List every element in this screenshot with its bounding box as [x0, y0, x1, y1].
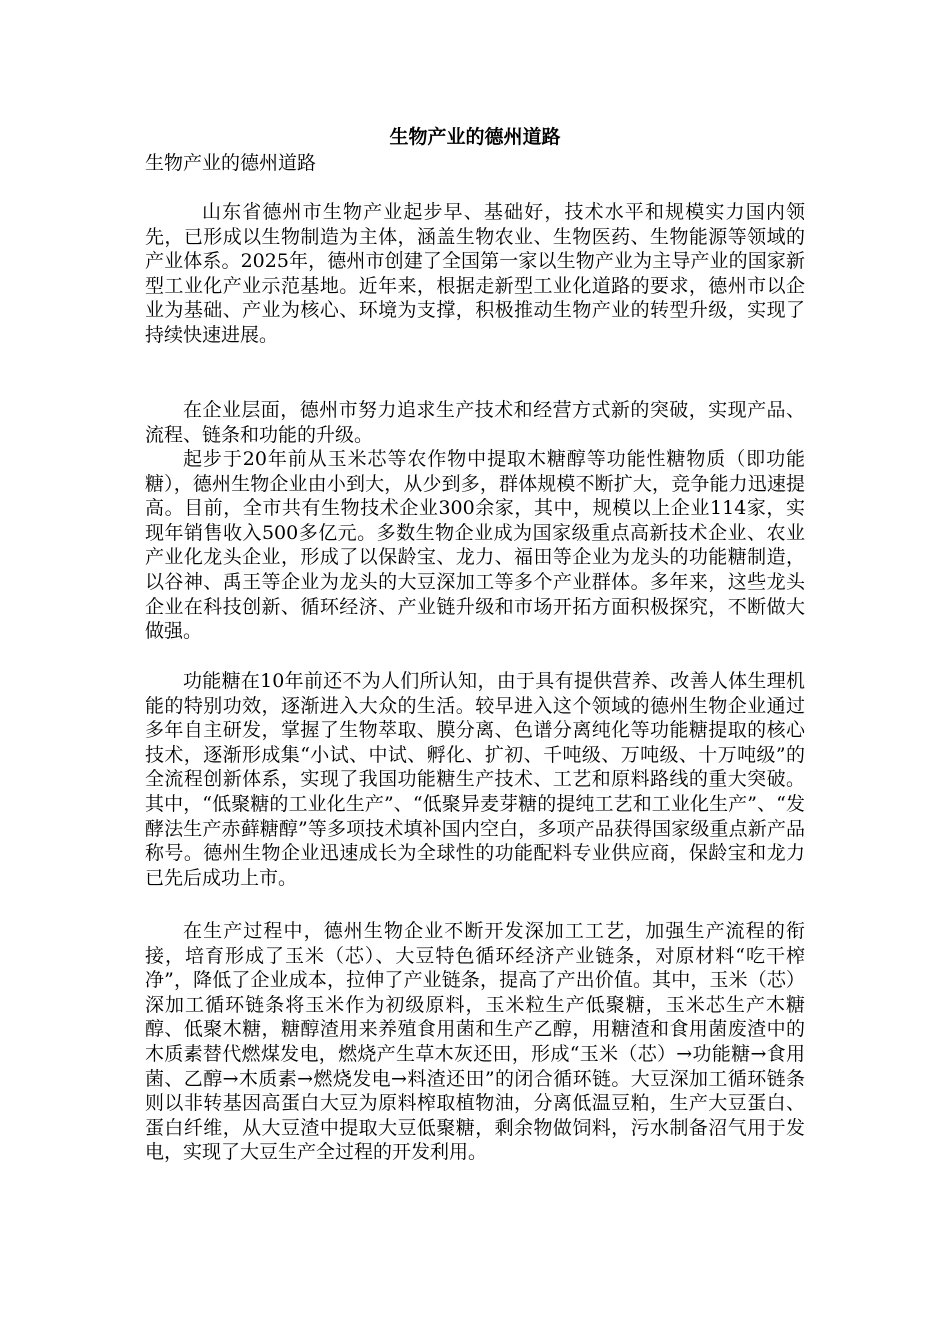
document-title: 生物产业的德州道路	[389, 126, 561, 148]
document-subtitle: 生物产业的德州道路	[145, 152, 317, 174]
paragraph-intro: 山东省德州市生物产业起步早、基础好，技术水平和规模实力国内领先，已形成以生物制造为主体，涵盖生物农业、生物医药、生物能源等领域的产业体系。2025年，德州市创建了全国第一家以生物产业为主导产业的国家新型工业化产业示范基地。近年来，根据走新型工业化道路的要求，德州市以企业为基础、产业为核心、环境为支撑，积极推动生物产业的转型升级，实现了持续快速进展。	[145, 201, 805, 346]
paragraph-functional-sugar: 功能糖在10年前还不为人们所认知，由于具有提供营养、改善人体生理机能的特别功效，逐渐进入大众的生活。较早进入这个领域的德州生物企业通过多年自主研发，掌握了生物萃取、膜分离、色谱分离纯化等功能糖提取的核心技术，逐渐形成集“小试、中试、孵化、扩初、千吨级、万吨级、十万吨级”的全流程创新体系，实现了我国功能糖生产技术、工艺和原料路线的重大突破。其中，“低聚糖的工业化生产”、“低聚异麦芽糖的提纯工艺和工业化生产”、“发酵法生产赤藓糖醇”等多项技术填补国内空白，多项产品获得国家级重点新产品称号。德州生物企业迅速成长为全球性的功能配料专业供应商，保龄宝和龙力已先后成功上市。	[145, 670, 805, 889]
paragraph-enterprise-level: 在企业层面，德州市努力追求生产技术和经营方式新的突破，实现产品、流程、链条和功能的升级。	[145, 399, 805, 446]
paragraph-production-process: 在生产过程中，德州生物企业不断开发深加工工艺，加强生产流程的衔接，培育形成了玉米（芯）、大豆特色循环经济产业链条，对原材料“吃干榨净”，降低了企业成本，拉伸了产业链条，提高了产出价值。其中，玉米（芯）深加工循环链条将玉米作为初级原料，玉米粒生产低聚糖，玉米芯生产木糖醇、低聚木糖，糖醇渣用来养殖食用菌和生产乙醇，用糖渣和食用菌废渣中的木质素替代燃煤发电，燃烧产生草木灰还田，形成“玉米（芯）→功能糖→食用菌、乙醇→木质素→燃烧发电→料渣还田”的闭合循环链。大豆深加工循环链条则以非转基因高蛋白大豆为原料榨取植物油，分离低温豆粕，生产大豆蛋白、蛋白纤维，从大豆渣中提取大豆低聚糖，剩余物做饲料，污水制备沼气用于发电，实现了大豆生产全过程的开发利用。	[145, 920, 805, 1164]
paragraph-industry-growth: 起步于20年前从玉米芯等农作物中提取木糖醇等功能性糖物质（即功能糖），德州生物企业由小到大，从少到多，群体规模不断扩大，竞争能力迅速提高。目前，全市共有生物技术企业300余家，其中，规模以上企业114家，实现年销售收入500多亿元。多数生物企业成为国家级重点高新技术企业、农业产业化龙头企业，形成了以保龄宝、龙力、福田等企业为龙头的功能糖制造，以谷神、禹王等企业为龙头的大豆深加工等多个产业群体。多年来，这些龙头企业在科技创新、循环经济、产业链升级和市场开拓方面积极探究，不断做大做强。	[145, 448, 805, 643]
